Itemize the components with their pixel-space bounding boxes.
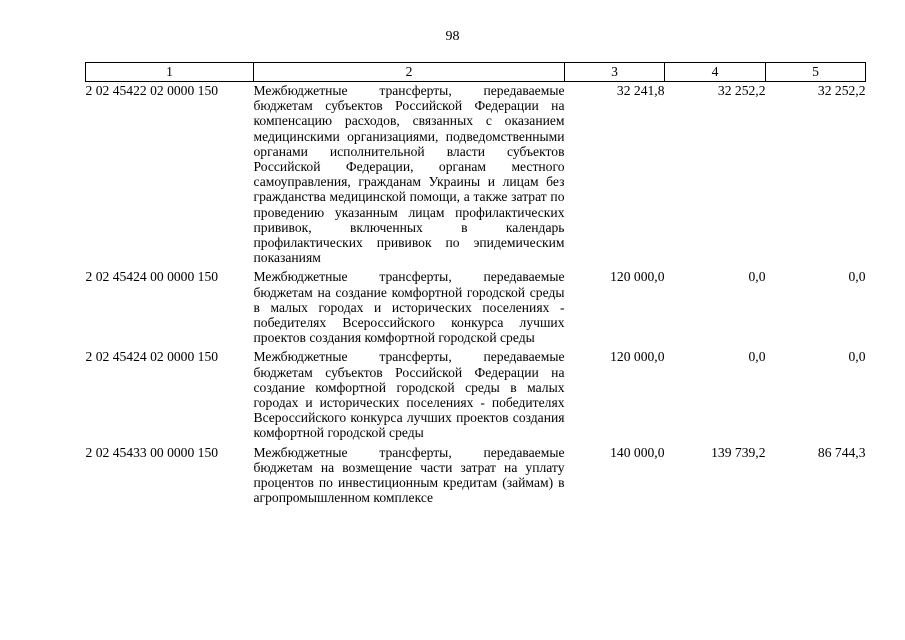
table-row [86, 349, 866, 444]
budget-table [85, 62, 866, 509]
row-description: Межбюджетные трансферты, передаваемые бюджетам субъектов Российской Федерации на компенсацию расходов, связанных с оказанием медицинскими организациями, подведомственными органами исполнительной власти субъектов Российской Федерации, органам местного самоуправления, гражданам Украины и лицам без гражданства медицинской помощи, а также затрат по проведению указанным лицам профилактических прививок, включенных в календарь профилактических прививок по эпидемическим показаниям [253, 83, 565, 266]
budget-code: 2 02 45422 02 0000 150 [85, 83, 219, 98]
value-col-3: 32 241,8 [616, 83, 665, 98]
value-col-3: 120 000,0 [610, 349, 665, 365]
value-col-4: 0,0 [748, 269, 766, 285]
budget-code: 2 02 45424 00 0000 150 [85, 269, 219, 285]
value-col-5: 32 252,2 [817, 83, 866, 98]
table-header-row [86, 63, 866, 82]
column-header-1: 1 [86, 63, 254, 82]
value-col-4: 139 739,2 [711, 444, 766, 460]
value-col-3: 140 000,0 [610, 444, 665, 460]
value-col-5: 0,0 [848, 269, 866, 285]
value-col-5: 86 744,3 [817, 444, 866, 460]
column-header-5: 5 [766, 63, 866, 82]
page-number: 98 [445, 29, 460, 44]
budget-code: 2 02 45433 00 0000 150 [85, 444, 219, 460]
budget-code: 2 02 45424 02 0000 150 [85, 349, 219, 365]
column-header-4: 4 [665, 63, 766, 82]
column-header-2: 2 [254, 63, 565, 82]
value-col-4: 0,0 [748, 349, 766, 365]
row-description: Межбюджетные трансферты, передаваемые бюджетам на создание комфортной городской среды в малых городах и исторических поселениях - победителях Всероссийского конкурса лучших проектов создания комфортной городской среды [253, 269, 565, 346]
table-row [86, 445, 866, 510]
column-header-3: 3 [565, 63, 665, 82]
value-col-5: 0,0 [848, 349, 866, 365]
table-row [86, 269, 866, 349]
table-row [86, 82, 866, 270]
value-col-3: 120 000,0 [610, 269, 665, 285]
value-col-4: 32 252,2 [717, 83, 766, 98]
row-description: Межбюджетные трансферты, передаваемые бюджетам субъектов Российской Федерации на создание комфортной городской среды в малых городах и исторических поселениях - победителях Всероссийского конкурса лучших проектов создания комфортной городской среды [253, 349, 565, 441]
row-description: Межбюджетные трансферты, передаваемые бюджетам на возмещение части затрат на уплату процентов по инвестиционным кредитам (займам) в агропромышленном комплексе [253, 444, 565, 506]
